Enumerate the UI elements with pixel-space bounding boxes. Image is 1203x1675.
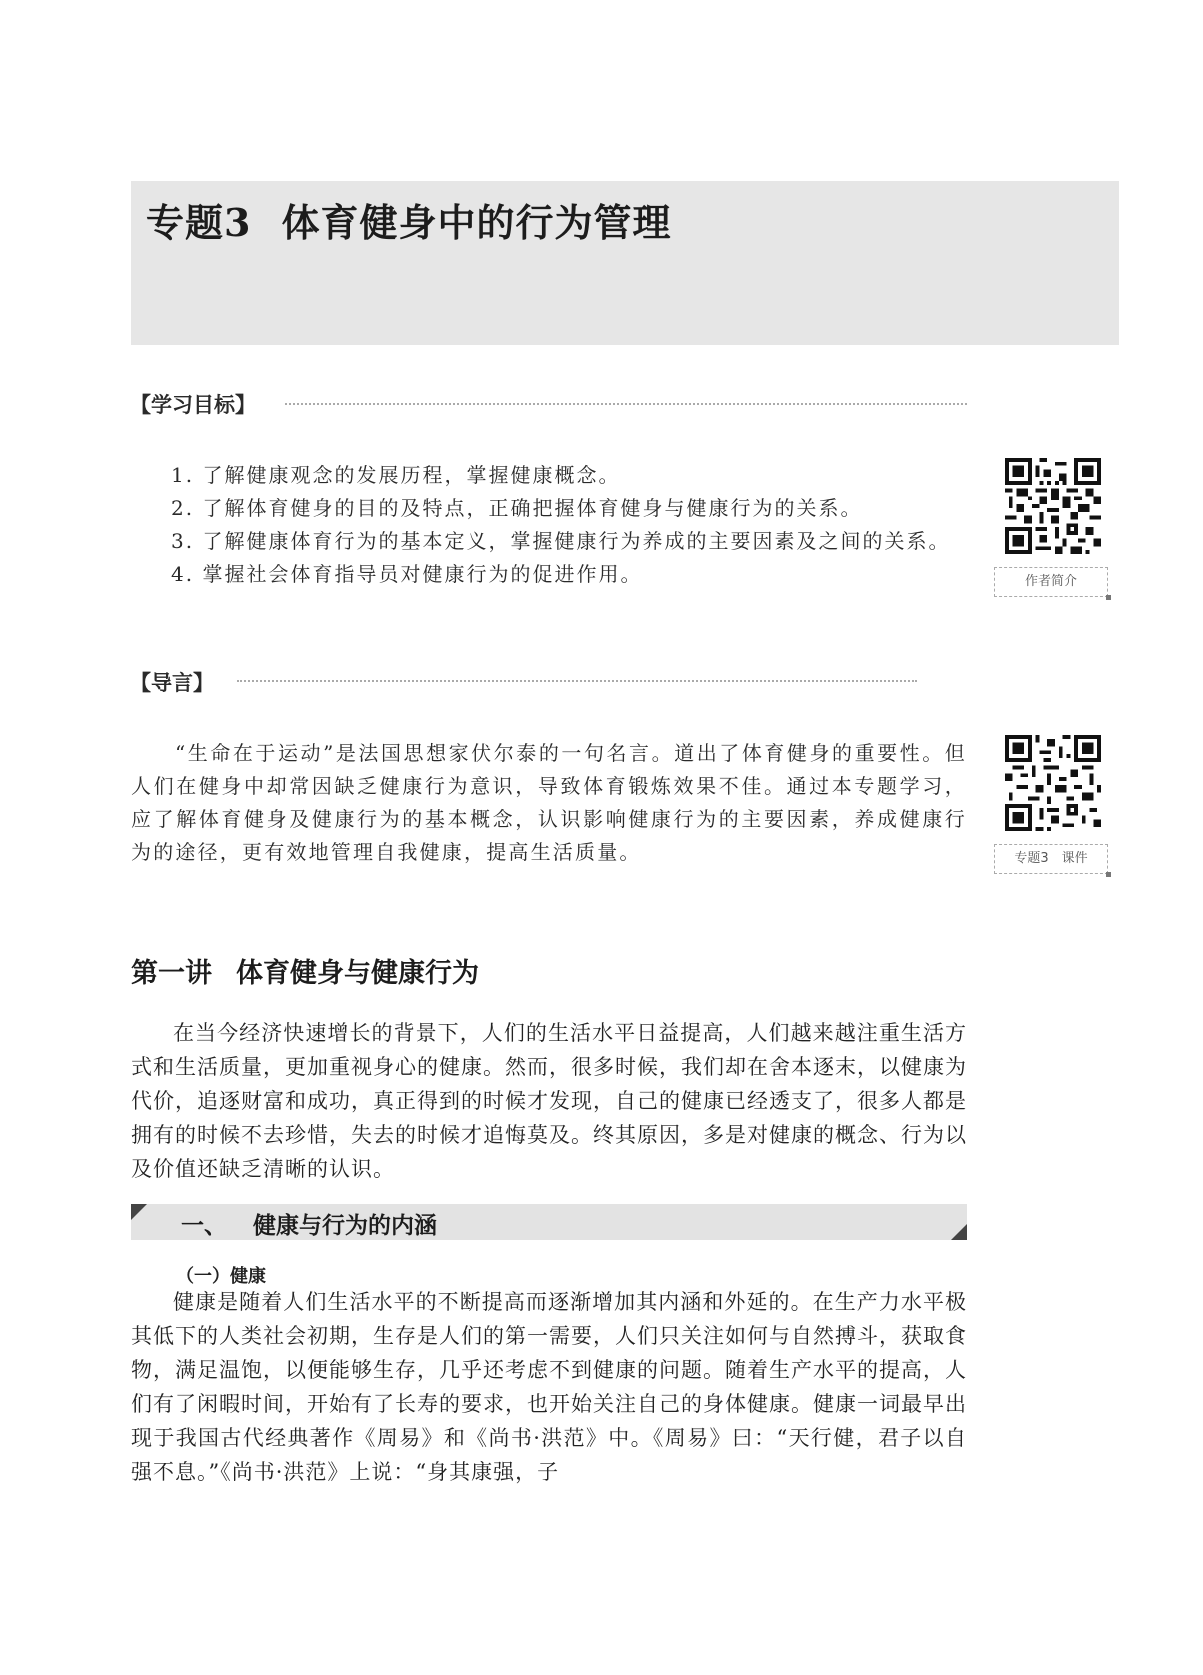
chapter-number: 专题3: [146, 200, 252, 245]
chapter-title: [146, 192, 671, 247]
qr-caption-text: 专题3 课件: [1014, 851, 1088, 866]
lecture-number: 第一讲: [131, 958, 212, 989]
subsection-title-text: 健康与行为的内涵: [253, 1212, 437, 1239]
corner-triangle-icon: [951, 1224, 967, 1240]
qr-code-icon[interactable]: [1005, 735, 1101, 831]
subsection-number: 一、: [181, 1212, 227, 1239]
corner-triangle-icon: [131, 1204, 147, 1220]
introduction-rule: [237, 680, 917, 682]
learning-goals-label: 【学习目标】: [130, 392, 256, 417]
introduction-paragraph: “生命在于运动”是法国思想家伏尔泰的一句名言。道出了体育健身的重要性。但人们在健身中却常因缺乏健康行为意识，导致体育锻炼效果不佳。通过本专题学习，应了解体育健身及健康行为的基本概念，认识影响健康行为的主要因素，养成健康行为的途径，更有效地管理自我健康，提高生活质量。: [131, 741, 967, 864]
learning-goal-item: 1. 了解健康观念的发展历程，掌握健康概念。: [171, 463, 621, 487]
caption-corner-dot: [1106, 872, 1111, 877]
qr-caption: [994, 567, 1108, 597]
lecture-title: [131, 951, 479, 990]
learning-goals-list: [131, 459, 967, 591]
qr-caption: [994, 844, 1108, 874]
learning-goal-item: 3. 了解健康体育行为的基本定义，掌握健康行为养成的主要因素及之间的关系。: [171, 529, 951, 553]
qr-code-icon[interactable]: [1005, 458, 1101, 554]
learning-goal-item: 2. 了解体育健身的目的及特点，正确把握体育健身与健康行为的关系。: [171, 496, 863, 520]
qr-caption-text: 作者简介: [1024, 574, 1077, 589]
learning-goal-item: 4. 掌握社会体育指导员对健康行为的促进作用。: [171, 562, 643, 586]
introduction-label: 【导言】: [130, 670, 214, 695]
subsection-bar: [131, 1204, 967, 1240]
subsection-title: [181, 1207, 437, 1240]
health-heading: （一）健康: [176, 1266, 266, 1287]
lecture-paragraph: 在当今经济快速增长的背景下，人们的生活水平日益提高，人们越来越注重生活方式和生活质量，更加重视身心的健康。然而，很多时候，我们却在舍本逐末，以健康为代价，追逐财富和成功，真正得到的时候才发现，自己的健康已经透支了，很多人都是拥有的时候不去珍惜，失去的时候才追悔莫及。终其原因，多是对健康的概念、行为以及价值还缺乏清晰的认识。: [131, 1021, 967, 1181]
health-paragraph: 健康是随着人们生活水平的不断提高而逐渐增加其内涵和外延的。在生产力水平极其低下的人类社会初期，生存是人们的第一需要，人们只关注如何与自然搏斗，获取食物，满足温饱，以便能够生存，几乎还考虑不到健康的问题。随着生产水平的提高，人们有了闲暇时间，开始有了长寿的要求，也开始关注自己的身体健康。健康一词最早出现于我国古代经典著作《周易》和《尚书·洪范》中。《周易》曰：“天行健，君子以自强不息。”《尚书·洪范》上说：“身其康强，子: [131, 1290, 967, 1484]
caption-corner-dot: [1106, 595, 1111, 600]
lecture-title-text: 体育健身与健康行为: [236, 958, 479, 989]
learning-goals-rule: [285, 403, 967, 405]
chapter-title-text: 体育健身中的行为管理: [281, 200, 672, 245]
